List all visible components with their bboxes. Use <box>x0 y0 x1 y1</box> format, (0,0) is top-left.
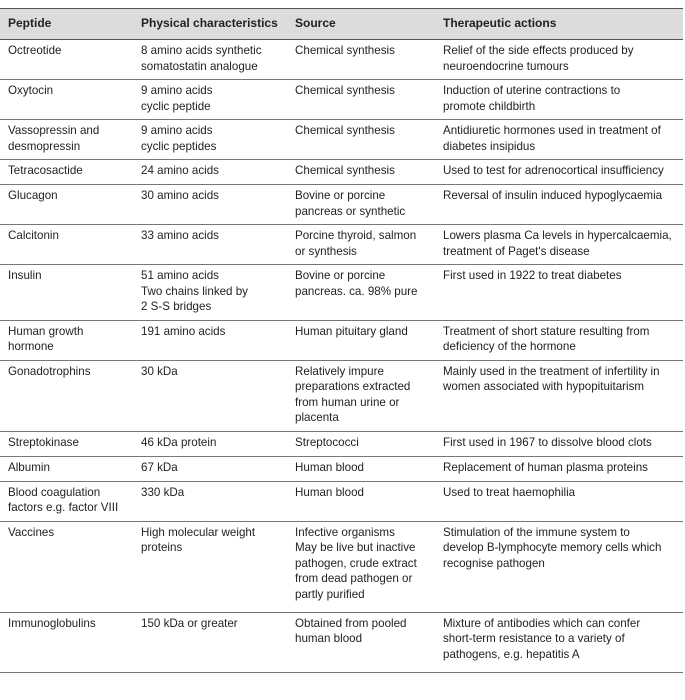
cell-peptide: Blood coagulation factors e.g. factor VIII <box>0 481 133 521</box>
cell-peptide: Vaccines <box>0 521 133 612</box>
cell-physical-characteristics: 30 amino acids <box>133 185 287 225</box>
cell-source: Bovine or porcine pancreas. ca. 98% pure <box>287 265 435 321</box>
table-header <box>0 9 683 40</box>
cell-source: Chemical synthesis <box>287 160 435 185</box>
table-row <box>0 612 683 672</box>
peptide-table <box>0 8 683 673</box>
cell-peptide: Vassopressin and desmopressin <box>0 120 133 160</box>
table-row <box>0 80 683 120</box>
cell-physical-characteristics: 191 amino acids <box>133 320 287 360</box>
cell-physical-characteristics: 51 amino acids Two chains linked by 2 S-S bridges <box>133 265 287 321</box>
cell-source: Human pituitary gland <box>287 320 435 360</box>
cell-peptide: Glucagon <box>0 185 133 225</box>
cell-physical-characteristics: 24 amino acids <box>133 160 287 185</box>
cell-peptide: Human growth hormone <box>0 320 133 360</box>
table-row <box>0 521 683 612</box>
cell-source: Human blood <box>287 456 435 481</box>
cell-source: Infective organisms May be live but inactive pathogen, crude extract from dead pathogen or partly purified <box>287 521 435 612</box>
cell-peptide: Streptokinase <box>0 431 133 456</box>
cell-therapeutic-action: Stimulation of the immune system to develop B-lymphocyte memory cells which recognise pathogen <box>435 521 683 612</box>
cell-source: Chemical synthesis <box>287 80 435 120</box>
table-body <box>0 40 683 673</box>
cell-therapeutic-action: Used to treat haemophilia <box>435 481 683 521</box>
table-row <box>0 185 683 225</box>
cell-physical-characteristics: 9 amino acids cyclic peptide <box>133 80 287 120</box>
table-row <box>0 225 683 265</box>
cell-physical-characteristics: 330 kDa <box>133 481 287 521</box>
table-row <box>0 320 683 360</box>
cell-physical-characteristics: 9 amino acids cyclic peptides <box>133 120 287 160</box>
cell-therapeutic-action: Relief of the side effects produced by neuroendocrine tumours <box>435 40 683 80</box>
cell-source: Streptococci <box>287 431 435 456</box>
cell-therapeutic-action: Antidiuretic hormones used in treatment of diabetes insipidus <box>435 120 683 160</box>
cell-peptide: Immunoglobulins <box>0 612 133 672</box>
cell-therapeutic-action: First used in 1967 to dissolve blood clots <box>435 431 683 456</box>
table-row <box>0 40 683 80</box>
table-row <box>0 265 683 321</box>
cell-therapeutic-action: Used to test for adrenocortical insufficiency <box>435 160 683 185</box>
header-peptide: Peptide <box>0 9 133 40</box>
cell-source: Relatively impure preparations extracted from human urine or placenta <box>287 360 435 431</box>
table-row <box>0 120 683 160</box>
cell-peptide: Octreotide <box>0 40 133 80</box>
cell-therapeutic-action: Induction of uterine contractions to promote childbirth <box>435 80 683 120</box>
cell-therapeutic-action: First used in 1922 to treat diabetes <box>435 265 683 321</box>
cell-peptide: Tetracosactide <box>0 160 133 185</box>
cell-physical-characteristics: 67 kDa <box>133 456 287 481</box>
cell-physical-characteristics: 46 kDa protein <box>133 431 287 456</box>
table-row <box>0 360 683 431</box>
cell-therapeutic-action: Lowers plasma Ca levels in hypercalcaemia, treatment of Paget's disease <box>435 225 683 265</box>
cell-physical-characteristics: 33 amino acids <box>133 225 287 265</box>
cell-physical-characteristics: 150 kDa or greater <box>133 612 287 672</box>
header-physical-characteristics: Physical characteristics <box>133 9 287 40</box>
table-row <box>0 481 683 521</box>
table-row <box>0 431 683 456</box>
cell-source: Porcine thyroid, salmon or synthesis <box>287 225 435 265</box>
header-therapeutic-actions: Therapeutic actions <box>435 9 683 40</box>
header-row <box>0 9 683 40</box>
cell-physical-characteristics: 8 amino acids synthetic somatostatin analogue <box>133 40 287 80</box>
cell-peptide: Calcitonin <box>0 225 133 265</box>
cell-source: Obtained from pooled human blood <box>287 612 435 672</box>
cell-peptide: Insulin <box>0 265 133 321</box>
cell-source: Chemical synthesis <box>287 120 435 160</box>
header-source: Source <box>287 9 435 40</box>
cell-peptide: Oxytocin <box>0 80 133 120</box>
cell-physical-characteristics: High molecular weight proteins <box>133 521 287 612</box>
table-row <box>0 160 683 185</box>
table-row <box>0 456 683 481</box>
cell-therapeutic-action: Reversal of insulin induced hypoglycaemia <box>435 185 683 225</box>
cell-therapeutic-action: Mainly used in the treatment of infertility in women associated with hypopituitarism <box>435 360 683 431</box>
cell-therapeutic-action: Treatment of short stature resulting from deficiency of the hormone <box>435 320 683 360</box>
cell-physical-characteristics: 30 kDa <box>133 360 287 431</box>
cell-therapeutic-action: Replacement of human plasma proteins <box>435 456 683 481</box>
cell-peptide: Gonadotrophins <box>0 360 133 431</box>
cell-therapeutic-action: Mixture of antibodies which can confer short-term resistance to a variety of pathogens, e.g. hepatitis A <box>435 612 683 672</box>
cell-source: Chemical synthesis <box>287 40 435 80</box>
cell-source: Bovine or porcine pancreas or synthetic <box>287 185 435 225</box>
cell-peptide: Albumin <box>0 456 133 481</box>
cell-source: Human blood <box>287 481 435 521</box>
